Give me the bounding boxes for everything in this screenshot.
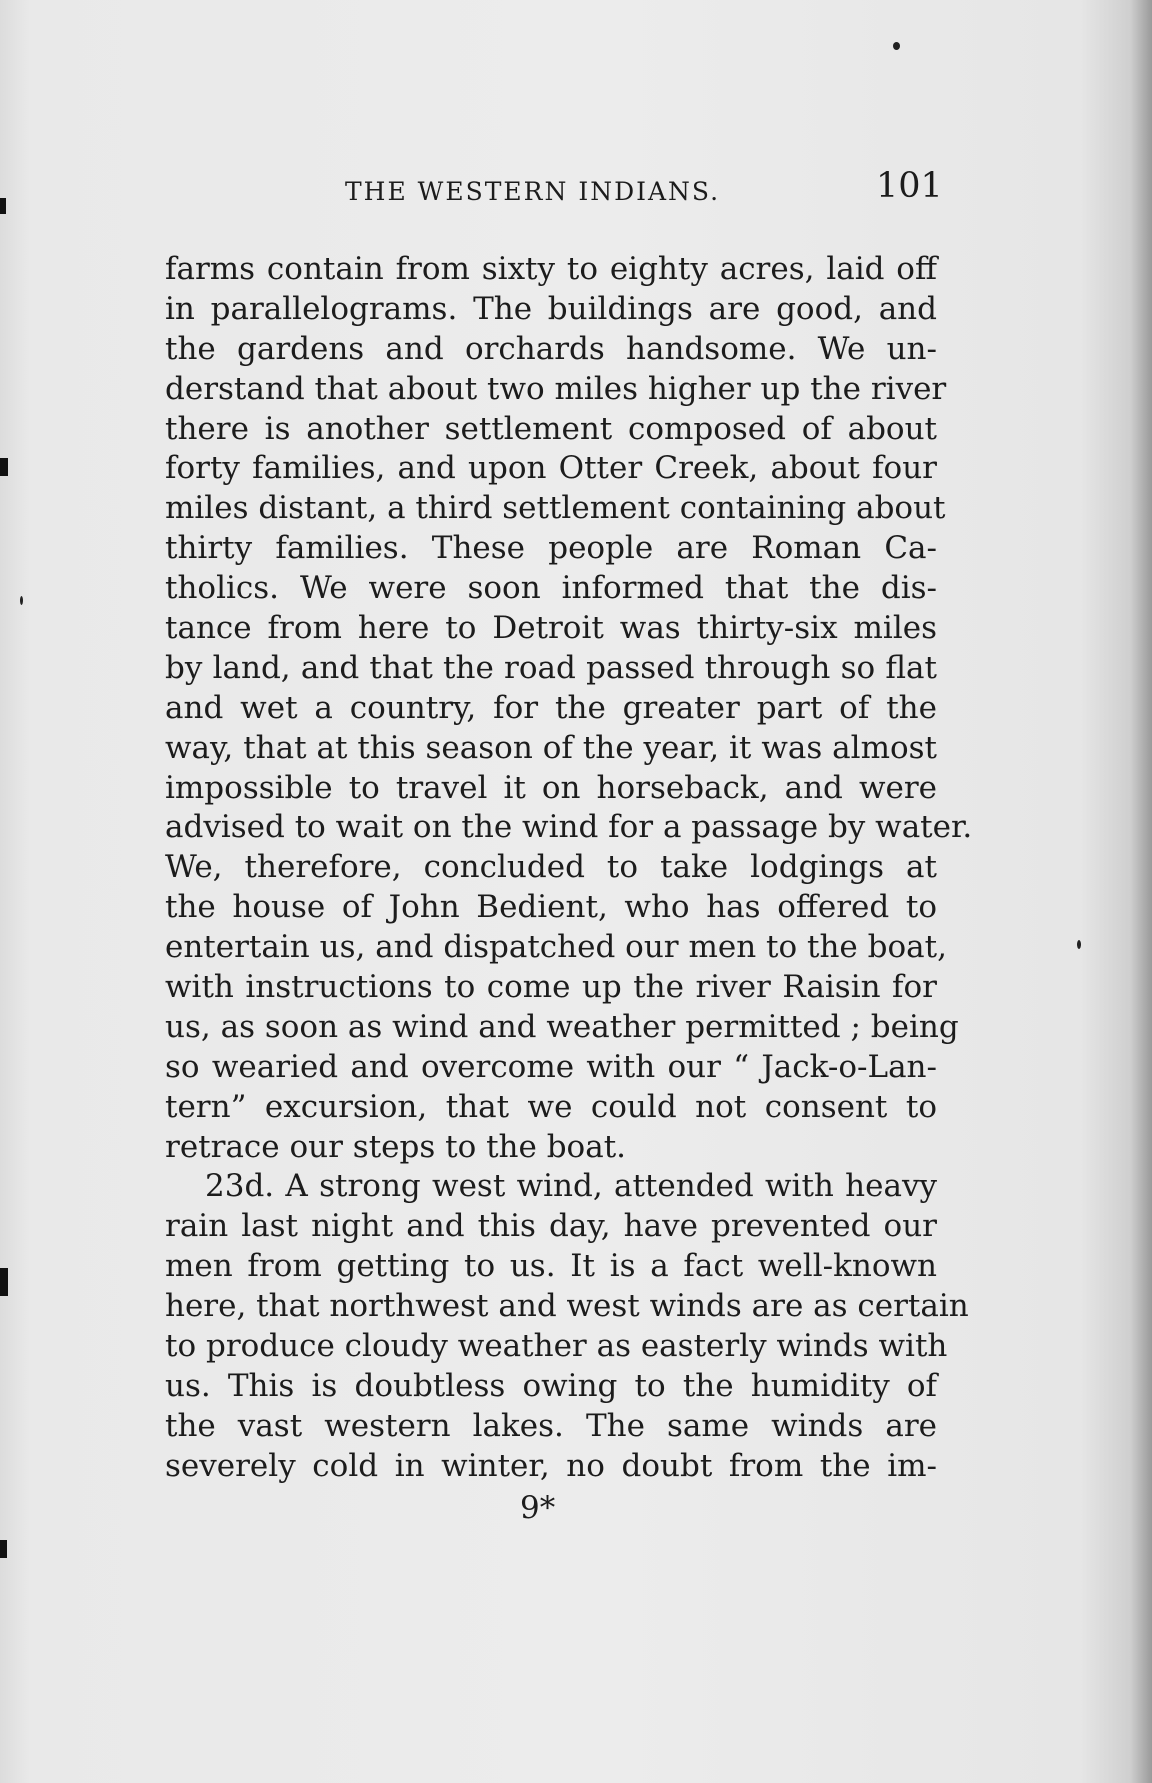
binding-mark bbox=[0, 1540, 7, 1558]
text-line: with instructions to come up the river Raisin for bbox=[165, 969, 937, 1006]
text-line: us, as soon as wind and weather permitted ; being bbox=[165, 1008, 959, 1045]
text-line: We, therefore, concluded to take lodgings at bbox=[165, 849, 937, 886]
text-line: retrace our steps to the boat. bbox=[165, 1128, 627, 1165]
text-line: impossible to travel it on horseback, and were bbox=[165, 769, 937, 806]
text-line: us. This is doubtless owing to the humidity of bbox=[165, 1367, 937, 1404]
text-line: here, that northwest and west winds are as certain bbox=[165, 1288, 969, 1325]
text-line: advised to wait on the wind for a passage by water. bbox=[165, 809, 973, 846]
text-line: the vast western lakes. The same winds are bbox=[165, 1407, 937, 1444]
text-line: miles distant, a third settlement containing about bbox=[165, 490, 946, 527]
binding-mark bbox=[0, 1268, 8, 1296]
text-line: tern” excursion, that we could not consent to bbox=[165, 1088, 937, 1125]
text-line: to produce cloudy weather as easterly winds with bbox=[165, 1328, 948, 1365]
text-line: by land, and that the road passed through so flat bbox=[165, 649, 937, 686]
text-line: thirty families. These people are Roman Ca- bbox=[165, 530, 937, 567]
speck bbox=[20, 596, 23, 605]
signature-mark: 9* bbox=[520, 1490, 556, 1526]
text-line: rain last night and this day, have prevented our bbox=[165, 1208, 937, 1245]
binding-mark bbox=[0, 458, 8, 476]
speck bbox=[1077, 940, 1081, 949]
text-line: severely cold in winter, no doubt from the im- bbox=[165, 1447, 937, 1484]
text-line: farms contain from sixty to eighty acres, laid off bbox=[165, 251, 937, 287]
text-line: there is another settlement composed of about bbox=[165, 410, 937, 447]
page-number: 101 bbox=[876, 166, 943, 206]
text-line: way, that at this season of the year, it was almost bbox=[165, 729, 937, 766]
speck bbox=[893, 42, 900, 50]
text-line: in parallelograms. The buildings are good, and bbox=[165, 290, 937, 327]
text-line: entertain us, and dispatched our men to the boat, bbox=[165, 929, 947, 966]
text-line: forty families, and upon Otter Creek, about four bbox=[165, 450, 937, 487]
running-title: THE WESTERN INDIANS. bbox=[345, 177, 721, 206]
text-line: men from getting to us. It is a fact well-known bbox=[165, 1248, 937, 1285]
body-text bbox=[165, 250, 973, 1487]
text-line: tholics. We were soon informed that the dis- bbox=[165, 570, 937, 607]
text-line: so wearied and overcome with our “ Jack-o-Lan- bbox=[165, 1048, 937, 1085]
binding-mark bbox=[0, 198, 6, 214]
text-line: the gardens and orchards handsome. We un- bbox=[165, 330, 937, 367]
text-line: the house of John Bedient, who has offered to bbox=[165, 889, 937, 926]
text-line: 23d. A strong west wind, attended with heavy bbox=[205, 1168, 937, 1205]
text-line: tance from here to Detroit was thirty-six miles bbox=[165, 610, 937, 647]
text-line: and wet a country, for the greater part of the bbox=[165, 689, 937, 726]
text-line: derstand that about two miles higher up the river bbox=[165, 370, 947, 407]
